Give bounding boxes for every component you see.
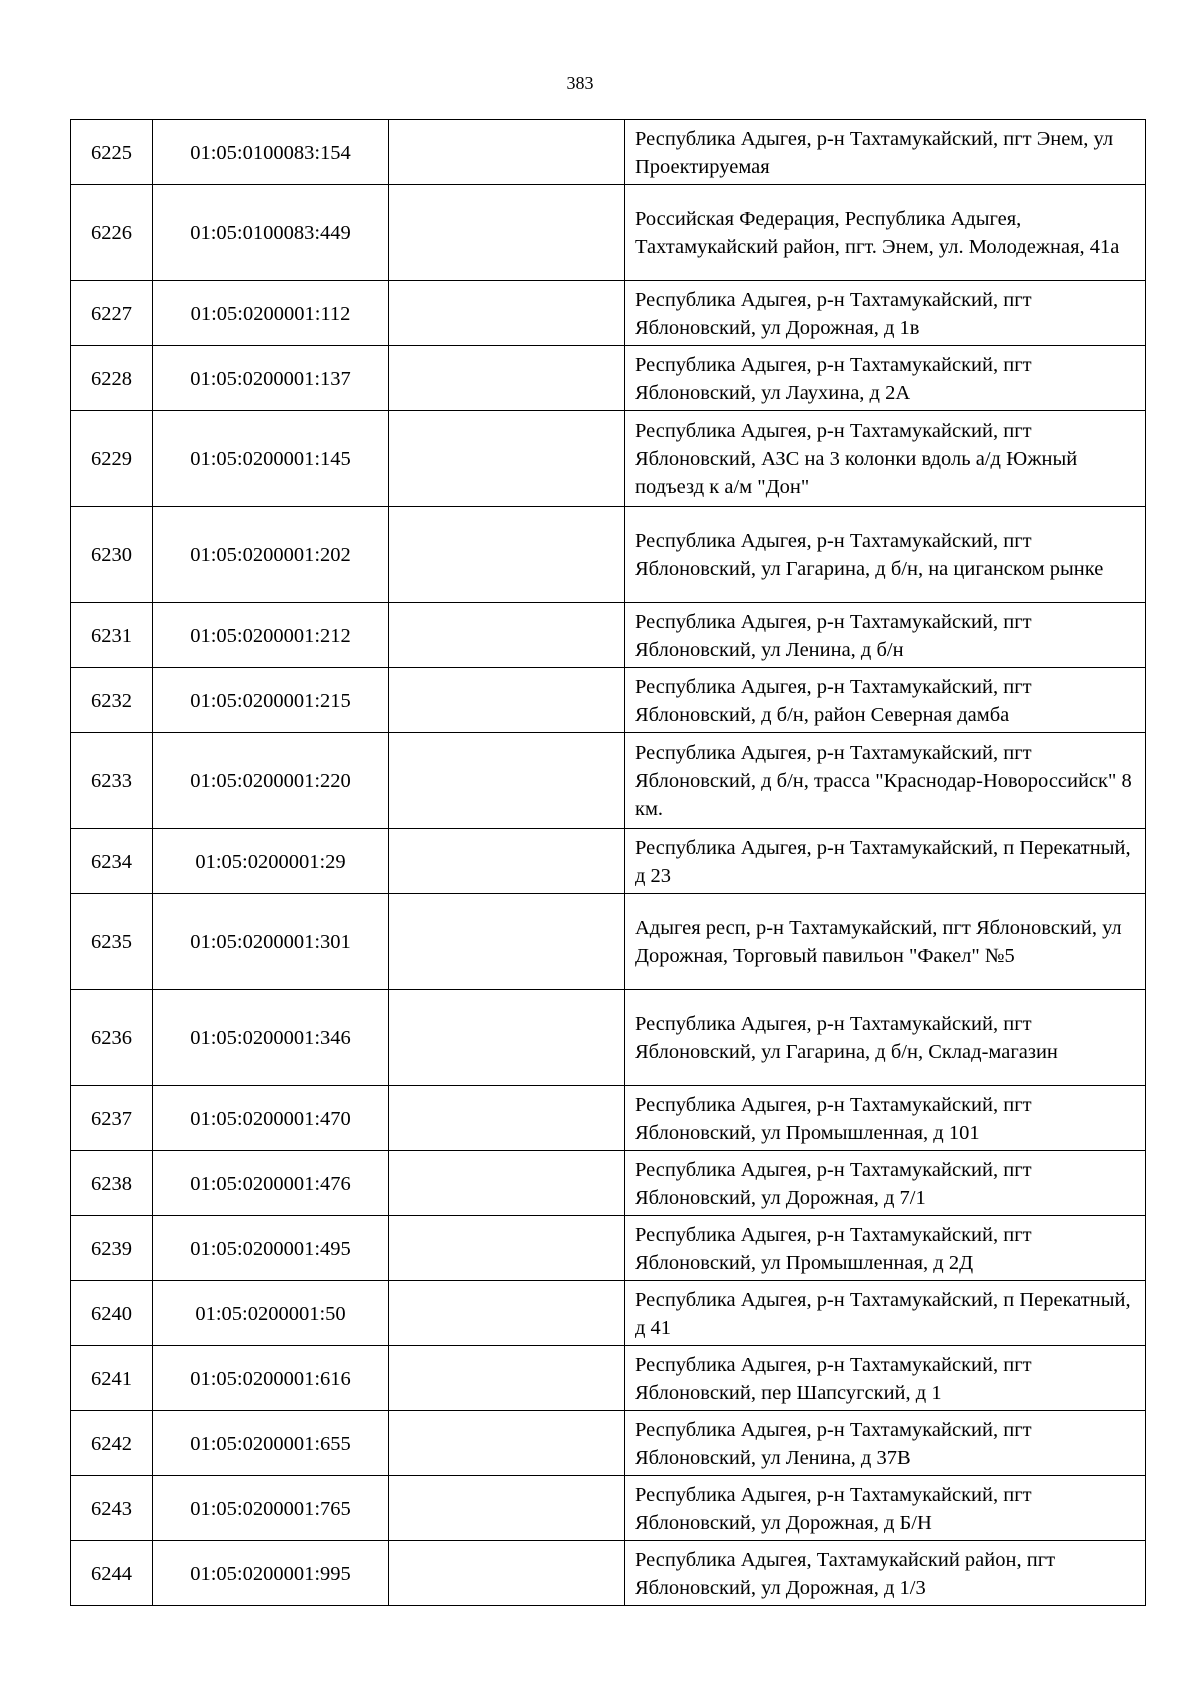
table-row	[71, 1281, 1146, 1346]
address: Республика Адыгея, р-н Тахтамукайский, п Перекатный, д 41	[625, 1281, 1146, 1346]
table-row	[71, 185, 1146, 281]
cadastral-number: 01:05:0200001:476	[153, 1151, 389, 1216]
address: Республика Адыгея, р-н Тахтамукайский, пгт Яблоновский, ул Промышленная, д 2Д	[625, 1216, 1146, 1281]
table-row	[71, 120, 1146, 185]
table-row	[71, 894, 1146, 990]
empty-cell	[389, 603, 625, 668]
address: Республика Адыгея, р-н Тахтамукайский, пгт Яблоновский, д б/н, трасса "Краснодар-Новороссийск" 8 км.	[625, 733, 1146, 829]
row-number: 6228	[71, 346, 153, 411]
empty-cell	[389, 668, 625, 733]
row-number: 6240	[71, 1281, 153, 1346]
row-number: 6238	[71, 1151, 153, 1216]
row-number: 6244	[71, 1541, 153, 1606]
row-number: 6232	[71, 668, 153, 733]
cadastral-number: 01:05:0200001:220	[153, 733, 389, 829]
empty-cell	[389, 1086, 625, 1151]
row-number: 6230	[71, 507, 153, 603]
cadastral-number: 01:05:0200001:50	[153, 1281, 389, 1346]
cadastral-number: 01:05:0200001:212	[153, 603, 389, 668]
address: Республика Адыгея, р-н Тахтамукайский, пгт Яблоновский, ул Дорожная, д 7/1	[625, 1151, 1146, 1216]
empty-cell	[389, 894, 625, 990]
empty-cell	[389, 990, 625, 1086]
table-row	[71, 668, 1146, 733]
table-row	[71, 733, 1146, 829]
cadastral-number: 01:05:0200001:112	[153, 281, 389, 346]
address: Республика Адыгея, р-н Тахтамукайский, пгт Яблоновский, ул Гагарина, д б/н, Склад-магазин	[625, 990, 1146, 1086]
cadastral-number: 01:05:0200001:655	[153, 1411, 389, 1476]
empty-cell	[389, 507, 625, 603]
row-number: 6243	[71, 1476, 153, 1541]
cadastral-number: 01:05:0100083:449	[153, 185, 389, 281]
cadastral-number: 01:05:0200001:616	[153, 1346, 389, 1411]
row-number: 6237	[71, 1086, 153, 1151]
table-row	[71, 281, 1146, 346]
table-row	[71, 603, 1146, 668]
table-row	[71, 1476, 1146, 1541]
address: Республика Адыгея, р-н Тахтамукайский, пгт Яблоновский, АЗС на 3 колонки вдоль а/д Южный подъезд к а/м "Дон"	[625, 411, 1146, 507]
table-row	[71, 411, 1146, 507]
cadastral-number: 01:05:0200001:346	[153, 990, 389, 1086]
row-number: 6231	[71, 603, 153, 668]
address: Республика Адыгея, р-н Тахтамукайский, пгт Яблоновский, ул Гагарина, д б/н, на циганском рынке	[625, 507, 1146, 603]
row-number: 6234	[71, 829, 153, 894]
empty-cell	[389, 411, 625, 507]
table-row	[71, 1411, 1146, 1476]
address: Республика Адыгея, р-н Тахтамукайский, п Перекатный, д 23	[625, 829, 1146, 894]
cadastral-number: 01:05:0200001:495	[153, 1216, 389, 1281]
empty-cell	[389, 829, 625, 894]
cadastral-number: 01:05:0200001:29	[153, 829, 389, 894]
row-number: 6236	[71, 990, 153, 1086]
row-number: 6229	[71, 411, 153, 507]
row-number: 6239	[71, 1216, 153, 1281]
address: Российская Федерация, Республика Адыгея, Тахтамукайский район, пгт. Энем, ул. Молодежная, 41а	[625, 185, 1146, 281]
empty-cell	[389, 1411, 625, 1476]
empty-cell	[389, 1541, 625, 1606]
empty-cell	[389, 281, 625, 346]
cadastral-number: 01:05:0200001:470	[153, 1086, 389, 1151]
row-number: 6226	[71, 185, 153, 281]
table-row	[71, 1151, 1146, 1216]
table-row	[71, 1216, 1146, 1281]
page-number: 383	[566, 73, 594, 93]
cadastral-number: 01:05:0200001:995	[153, 1541, 389, 1606]
empty-cell	[389, 1151, 625, 1216]
row-number: 6227	[71, 281, 153, 346]
empty-cell	[389, 346, 625, 411]
empty-cell	[389, 1281, 625, 1346]
empty-cell	[389, 733, 625, 829]
cadastral-number: 01:05:0200001:215	[153, 668, 389, 733]
address: Республика Адыгея, р-н Тахтамукайский, пгт Яблоновский, пер Шапсугский, д 1	[625, 1346, 1146, 1411]
address: Республика Адыгея, р-н Тахтамукайский, пгт Яблоновский, ул Дорожная, д 1в	[625, 281, 1146, 346]
address: Республика Адыгея, р-н Тахтамукайский, пгт Яблоновский, д б/н, район Северная дамба	[625, 668, 1146, 733]
row-number: 6242	[71, 1411, 153, 1476]
table-row	[71, 507, 1146, 603]
table-row	[71, 1541, 1146, 1606]
table-row	[71, 1346, 1146, 1411]
table-row	[71, 1086, 1146, 1151]
row-number: 6225	[71, 120, 153, 185]
empty-cell	[389, 1216, 625, 1281]
empty-cell	[389, 1346, 625, 1411]
empty-cell	[389, 1476, 625, 1541]
address: Республика Адыгея, р-н Тахтамукайский, пгт Яблоновский, ул Ленина, д б/н	[625, 603, 1146, 668]
table-row	[71, 346, 1146, 411]
address: Республика Адыгея, р-н Тахтамукайский, пгт Энем, ул Проектируемая	[625, 120, 1146, 185]
address: Республика Адыгея, р-н Тахтамукайский, пгт Яблоновский, ул Дорожная, д Б/Н	[625, 1476, 1146, 1541]
cadastral-number: 01:05:0200001:765	[153, 1476, 389, 1541]
empty-cell	[389, 185, 625, 281]
address: Адыгея респ, р-н Тахтамукайский, пгт Яблоновский, ул Дорожная, Торговый павильон "Факел" №5	[625, 894, 1146, 990]
cadastral-number: 01:05:0200001:145	[153, 411, 389, 507]
row-number: 6235	[71, 894, 153, 990]
cadastral-number: 01:05:0200001:137	[153, 346, 389, 411]
table-row	[71, 990, 1146, 1086]
row-number: 6233	[71, 733, 153, 829]
address: Республика Адыгея, р-н Тахтамукайский, пгт Яблоновский, ул Ленина, д 37В	[625, 1411, 1146, 1476]
cadastral-number: 01:05:0200001:301	[153, 894, 389, 990]
cadastral-number: 01:05:0100083:154	[153, 120, 389, 185]
row-number: 6241	[71, 1346, 153, 1411]
table-row	[71, 829, 1146, 894]
registry-table	[70, 119, 1146, 1606]
address: Республика Адыгея, Тахтамукайский район, пгт Яблоновский, ул Дорожная, д 1/3	[625, 1541, 1146, 1606]
address: Республика Адыгея, р-н Тахтамукайский, пгт Яблоновский, ул Лаухина, д 2А	[625, 346, 1146, 411]
cadastral-number: 01:05:0200001:202	[153, 507, 389, 603]
empty-cell	[389, 120, 625, 185]
address: Республика Адыгея, р-н Тахтамукайский, пгт Яблоновский, ул Промышленная, д 101	[625, 1086, 1146, 1151]
